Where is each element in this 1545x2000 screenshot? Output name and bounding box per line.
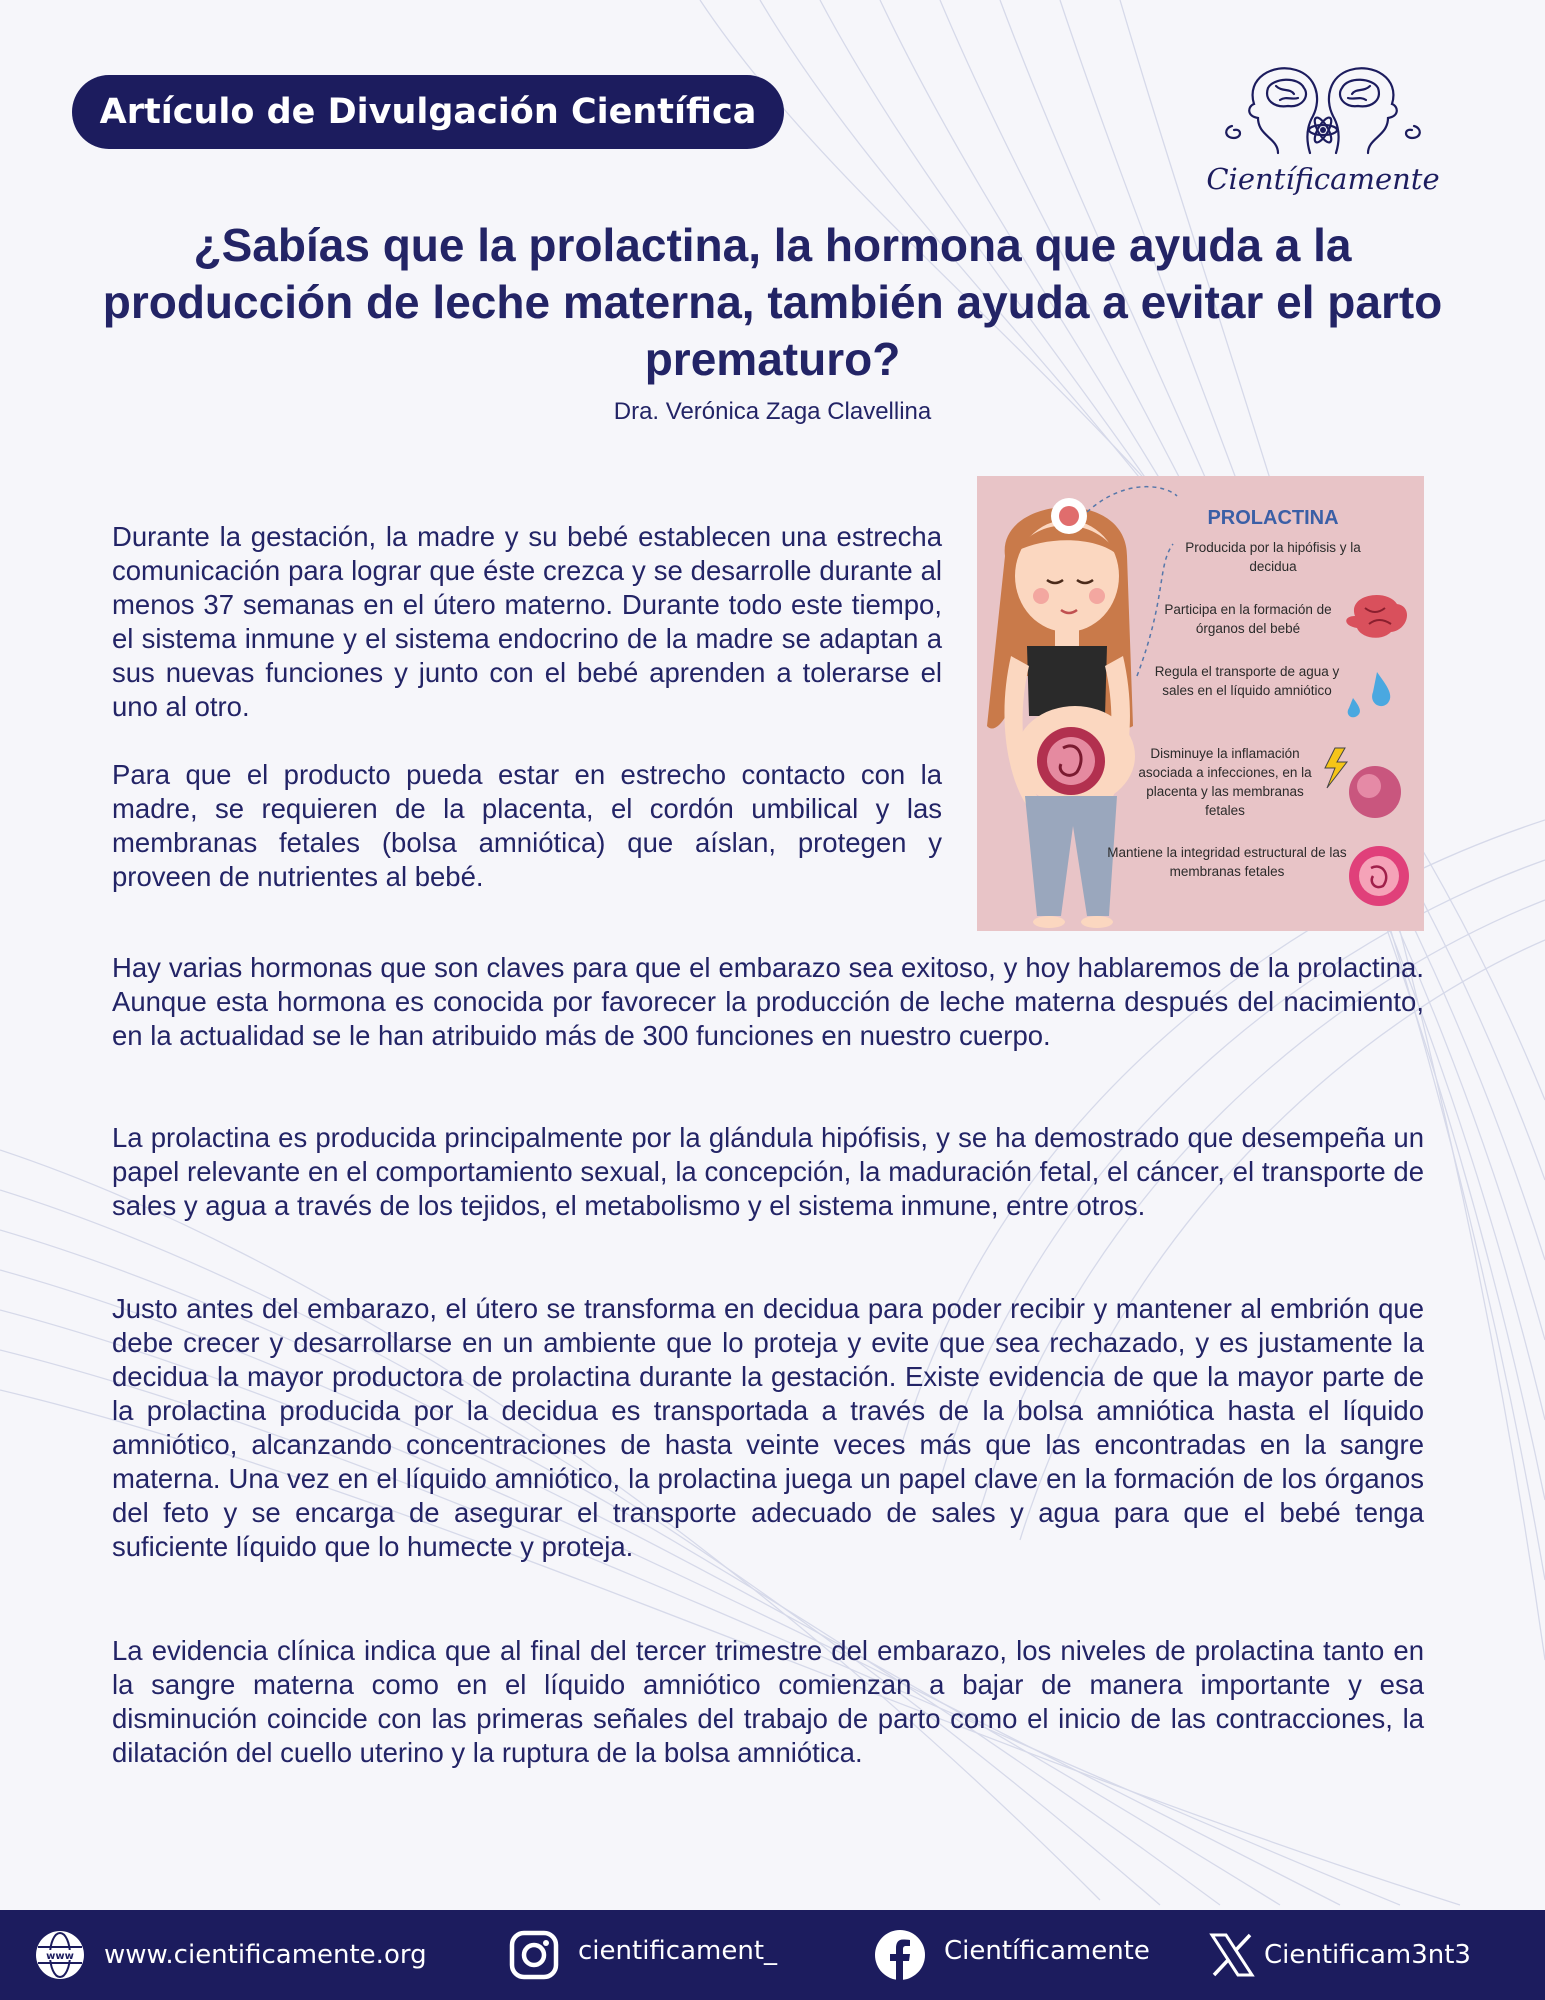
paragraph-4: La prolactina es producida principalmente por la glándula hipófisis, y se ha demostrado que desempeña un papel relevante en el comportamiento sexual, la concepción, la maduración fetal, el cáncer, el transporte de sales y agua a través de los tejidos, el metabolismo y el sistema inmune, entre otros. — [112, 1122, 1424, 1221]
footer-website-link[interactable] — [34, 1910, 427, 2000]
infographic-item-1: Producida por la hipófisis y la decidua — [1185, 540, 1361, 574]
infographic-item-3: Regula el transporte de agua y sales en el líquido amniótico — [1154, 664, 1340, 698]
cientificamente-logo — [1198, 58, 1448, 208]
paragraph-6: La evidencia clínica indica que al final del tercer trimestre del embarazo, los niveles de prolactina tanto en la sangre materna como en el líquido amniótico comienzan a bajar de manera importante y esa disminución coincide con las primeras señales del trabajo de parto como el inicio de las contracciones, la dilatación del cuello uterino y la ruptura de la bolsa amniótica. — [112, 1635, 1424, 1768]
footer — [0, 1910, 1545, 2000]
article-title: ¿Sabías que la prolactina, la hormona que ayuda a la producción de leche materna, también ayuda a evitar el parto prematuro? — [102, 219, 1443, 385]
paragraph-1: Durante la gestación, la madre y su bebé establecen una estrecha comunicación para lograr que éste crezca y se desarrolle durante al menos 37 semanas en el útero materno. Durante todo este tiempo, el sistema inmune y el sistema endocrino de la madre se adaptan a sus nuevas funciones y junto con el bebé aprenden a tolerarse el uno al otro. — [112, 521, 942, 722]
footer-instagram-text: cientificament_ — [578, 1936, 778, 1966]
infographic-title: PROLACTINA — [1207, 507, 1339, 529]
footer-instagram-link[interactable] — [508, 1910, 777, 2000]
instagram-icon — [508, 1929, 560, 1981]
paragraph-5: Justo antes del embarazo, el útero se transforma en decidua para poder recibir y mantener al embrión que debe crecer y desarrollarse en un ambiente que lo proteja y evite que sea rechazado, y es justamente la decidua la mayor productora de prolactina durante la gestación. Existe evidencia de que la mayor parte de la prolactina producida por la decidua es transportada a través de la bolsa amniótica hasta el líquido amniótico, alcanzando concentraciones de hasta veinte veces más que las encontradas en la sangre materna. Una vez en el líquido amniótico, la prolactina juega un papel clave en la formación de los órganos del feto y se encarga de asegurar el transporte adecuado de sales y agua para que el bebé tenga suficiente líquido que lo humecte y proteja. — [112, 1293, 1424, 1562]
paragraph-3: Hay varias hormonas que son claves para que el embarazo sea exitoso, y hoy hablaremos de la prolactina. Aunque esta hormona es conocida por favorecer la producción de leche materna después del nacimiento, en la actualidad se le han atribuido más de 300 funciones en nuestro cuerpo. — [112, 952, 1424, 1051]
footer-website-text: www.cientificamente.org — [104, 1940, 427, 1970]
footer-x-text: Cientificam3nt3 — [1264, 1940, 1471, 1970]
infographic-item-4: Disminuye la inflamación asociada a infecciones, en la placenta y las membranas fetales — [1138, 746, 1312, 818]
article-author: Dra. Verónica Zaga Clavellina — [613, 398, 932, 425]
globe-icon — [34, 1929, 86, 1981]
footer-x-link[interactable] — [1206, 1910, 1471, 2000]
prolactina-infographic — [977, 476, 1424, 931]
brain-heads-icon — [1218, 58, 1428, 168]
article-type-badge: Artículo de Divulgación Científica — [72, 75, 784, 149]
facebook-icon — [874, 1929, 926, 1981]
infographic-item-5: Mantiene la integridad estructural de las membranas fetales — [1107, 845, 1347, 879]
x-logo-icon — [1206, 1929, 1258, 1981]
footer-facebook-link[interactable] — [874, 1910, 1150, 2000]
svg-text:www: www — [46, 1951, 74, 1962]
infographic-item-2: Participa en la formación de órganos del bebé — [1164, 602, 1332, 636]
paragraph-2: Para que el producto pueda estar en estrecho contacto con la madre, se requieren de la placenta, el cordón umbilical y las membranas fetales (bolsa amniótica) que aíslan, protegen y proveen de nutrientes al bebé. — [112, 759, 942, 892]
footer-facebook-text: Científicamente — [944, 1936, 1150, 1966]
logo-text: Científicamente — [1206, 162, 1440, 196]
